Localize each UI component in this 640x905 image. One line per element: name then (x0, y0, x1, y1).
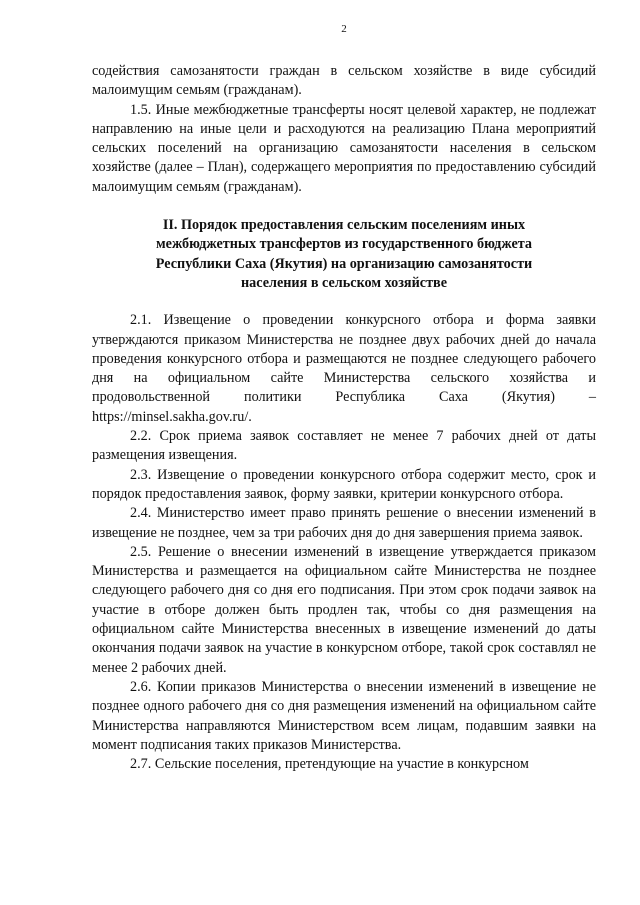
paragraph-2-2: 2.2. Срок приема заявок составляет не менее 7 рабочих дней от даты размещения извещения. (92, 428, 596, 464)
paragraph-2-7-start: 2.7. Сельские поселения, претендующие на участие в конкурсном (130, 756, 529, 773)
page-number: 2 (341, 23, 347, 35)
paragraph-2-3: 2.3. Извещение о проведении конкурсного отбора содержит место, срок и порядок предоставления заявок, форму заявки, критерии конкурсного отбора. (92, 466, 596, 502)
section-heading-ii: II. Порядок предоставления сельским поселениям иных межбюджетных трансфертов из государственного бюджета Республики Саха (Якутия) на организацию самозанятости населения в сельском хозяйстве (155, 217, 533, 291)
paragraph-2-6: 2.6. Копии приказов Министерства о внесении изменений в извещение не позднее одного рабочего дня со дня размещения изменений на официальном сайте Министерства направляются Министерством всем лицам, подавшим заявки на момент подписания таких приказов Министерства. (92, 678, 596, 753)
paragraph-2-4: 2.4. Министерство имеет право принять решение о внесении изменений в извещение не позднее, чем за три рабочих дня до дня завершения приема заявок. (92, 505, 596, 541)
document-page (92, 0, 596, 905)
paragraph-1-5: 1.5. Иные межбюджетные трансферты носят целевой характер, не подлежат направлению на иные цели и расходуются на реализацию Плана мероприятий сельских поселений на организацию самозанятости населения в сельском хозяйстве (далее – План), содержащего мероприятия по предоставлению субсидий малоимущим семьям (гражданам). (92, 101, 596, 195)
document-body (92, 62, 596, 774)
paragraph-2-1: 2.1. Извещение о проведении конкурсного отбора и форма заявки утверждаются приказом Министерства не позднее двух рабочих дней до начала проведения конкурсного отбора и размещаются не позднее следующего рабочего дня на официальном сайте Министерства сельского хозяйства и продовольственной политики Республика Саха (Якутия) – https://minsel.sakha.gov.ru/. (92, 312, 596, 425)
paragraph-1-4-continued: содействия самозанятости граждан в сельском хозяйстве в виде субсидий малоимущим семьям (гражданам). (92, 63, 596, 99)
paragraph-2-5: 2.5. Решение о внесении изменений в извещение утверждается приказом Министерства и размещается на официальном сайте Министерства не позднее следующего рабочего дня со дня его подписания. При этом срок подачи заявок на участие в отборе должен быть продлен так, чтобы со дня размещения на официальном сайте Министерства внесенных в извещение изменений до даты окончания подачи заявок на участие в конкурсном отборе, такой срок составлял не менее 2 рабочих дней. (92, 543, 596, 676)
